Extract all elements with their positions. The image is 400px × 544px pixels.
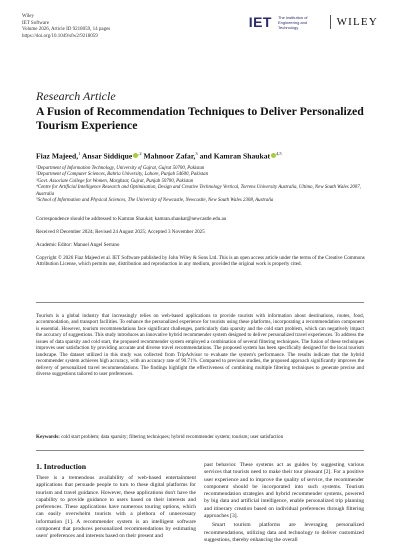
article-type: Research Article: [36, 89, 116, 103]
keywords-list: cold start problem; data sparsity; filtering techniques; hybrid recommender system; tourism; user satisfaction: [61, 434, 284, 440]
body-paragraph: There is a tremendous availability of web-based entertainment applications that persuade people to turn to these digital platforms for tourism and travel guidance. However, these applications don't have the capability to provide guidance to users based on their interests and preferences. These applications have numerous touring options, which can easily overwhelm tourists with a plethora of unnecessary information [1]. A recommender system is an intelligent software component that produces personalized recommendations by estimating users' preferences and interests based on their present and: [36, 475, 196, 540]
affiliation: ⁵School of Information and Physical Sciences, The University of Newcastle, Newcastle, New South Wales 2308, Australia: [36, 198, 274, 204]
article-dates: Received 8 December 2024; Revised 24 August 2025; Accepted 3 November 2025: [36, 229, 205, 235]
journal-metadata: [22, 14, 110, 40]
iet-logo: IET: [248, 14, 272, 30]
section-divider: [36, 302, 364, 303]
author-name: Fiaz Majeed,: [36, 151, 79, 161]
author-name: Mahnoor Zafar,: [143, 151, 196, 161]
wiley-logo: WILEY: [336, 16, 378, 28]
journal-name: IET Software: [22, 20, 49, 26]
body-paragraph: past behavior. These systems act as guides by suggesting various services that tourists need to make their tour pleasant [2]. For a positive user experience and to improve the quality of service, the recommender component should be incorporated into such systems. Tourism recommendation strategies and hybrid recommender systems, powered by big data and artificial intelligence, enable personalized trip planning and itinerary creation based on individual preferences through filtering approaches [3].: [204, 462, 364, 520]
logo-divider: [330, 15, 331, 29]
author-sup: 3: [195, 151, 198, 156]
affiliation: ⁴Centre for Artificial Intelligence Research and Optimisation, Design and Creative Technology Vertical, Torrens University Australia, Ultimo, New South Wales 2007, Australia: [36, 185, 361, 197]
affiliations: [36, 166, 376, 204]
academic-editor: Academic Editor: Manuel Angel Serrano: [36, 242, 120, 248]
correspondence: Correspondence should be addressed to Kamran Shaukat; kamran.shaukat@newcastle.edu.au: [36, 216, 227, 222]
keywords: [36, 434, 364, 440]
affiliation: ¹Department of Information Technology, University of Gujrat, Gujrat 50700, Pakistan: [36, 166, 205, 171]
author-list: [36, 151, 376, 161]
keywords-label: Keywords:: [36, 434, 60, 440]
iet-logo-text: The Institution of Engineering and Technology: [277, 14, 308, 30]
abstract-text: Tourism is a global industry that increasingly relies on web-based applications to provide tourists with information about destinations, routes, food, accommodation, and transport facilities. To enhance the personalized experience for tourists using these platforms, incorporating a recommendation component is essential. However, tourism recommendations face significant challenges, particularly data sparsity and the cold start problem, which can negatively impact the accuracy of suggestions. This study introduces an innovative hybrid recommender system designed to deliver personalized travel experiences. To address the issues of data sparsity and cold start, the proposed recommender system employed a combination of several filtering techniques. The fusion of these techniques improves user satisfaction by providing accurate and diverse travel recommendations. The proposed system has been specifically designed for the local tourism landscape. The dataset utilized in this study was collected from TripAdvisor to evaluate the system's performance. The results indicate that the hybrid recommender system achieves high accuracy, with an accuracy rate of 90.71%. Compared to previous studies, the proposed approach significantly improves the delivery of personalized travel recommendations. The findings highlight the effectiveness of combining multiple filtering techniques to generate precise and diverse suggestions tailored to user preferences.: [36, 313, 364, 378]
body-column-right: [204, 462, 364, 544]
body-column-left: [36, 475, 196, 541]
affiliation: ³Govt. Associate College for Women, Marghzar, Gujrat, Punjab 50700, Pakistan: [36, 178, 194, 184]
author-sup: 1: [78, 151, 81, 156]
author-sup: ,2: [138, 151, 142, 156]
doi-link[interactable]: https://doi.org/10.1049/sfw2/9218059: [22, 33, 98, 39]
section-heading: 1. Introduction: [36, 462, 87, 471]
body-paragraph: Smart tourism platforms are leveraging personalized recommendations, utilizing data and technology to deliver customized suggestions, thereby enhancing the overall: [204, 522, 364, 543]
author-name: Ansar Siddique: [81, 151, 133, 161]
volume-line: Volume 2026, Article ID 9218059, 14 pages: [22, 27, 111, 33]
affiliation: ²Department of Computer Sciences, Bahria University, Lahore, Punjab 54600, Pakistan: [36, 172, 209, 178]
author-name: and Kamran Shaukat: [199, 151, 271, 161]
author-sup: 4,5: [276, 151, 282, 156]
copyright-notice: Copyright © 2026 Fiaz Majeed et al. IET Software published by John Wiley & Sons Ltd. This is an open access article under the terms of the Creative Commons Attribution License, which permits use, distribution and reproduction in any medium, provided the original work is properly cited.: [36, 255, 365, 268]
publisher-name: Wiley: [22, 14, 35, 19]
publisher-logos: [249, 14, 378, 30]
article-title: A Fusion of Recommendation Techniques to Deliver Personalized Tourism Experience: [36, 104, 364, 133]
section-divider: [36, 450, 364, 451]
